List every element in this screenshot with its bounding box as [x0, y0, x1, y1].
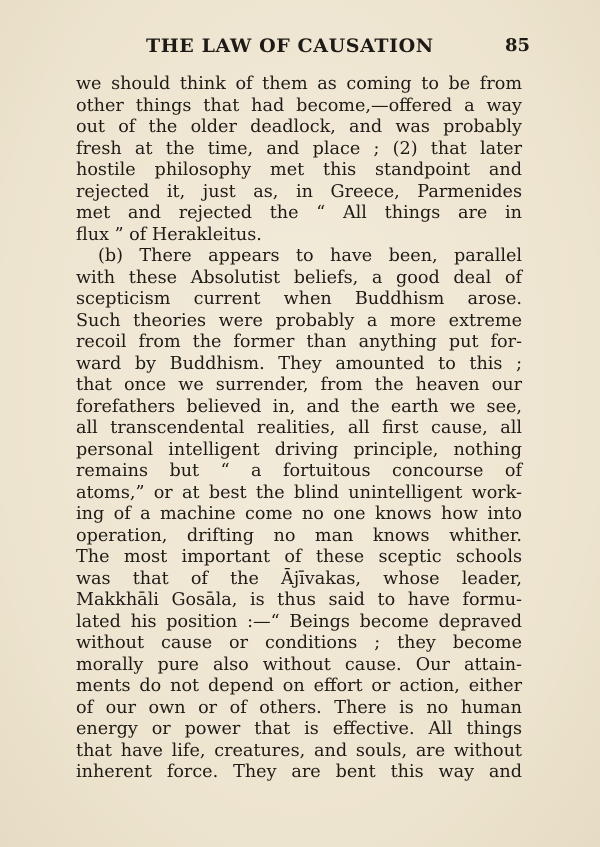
text-line: inherent force. They are bent this way and [76, 762, 522, 782]
running-head [0, 32, 600, 60]
text-line: ments do not depend on effort or action, either [76, 676, 522, 696]
text-line: that have life, creatures, and souls, are without [76, 740, 522, 761]
text-line: of our own or of others. There is no human [76, 697, 522, 718]
text-line: morally pure also without cause. Our attain- [76, 654, 522, 675]
text-line: out of the older deadlock, and was probably [76, 117, 522, 137]
page-number: 85 [505, 35, 531, 56]
text-line: Such theories were probably a more extreme [76, 310, 522, 331]
text-line: all transcendental realities, all first cause, all [76, 418, 522, 438]
text-line: atoms,” or at best the blind unintelligent work- [76, 482, 522, 503]
text-line: Makkhāli Gosāla, is thus said to have formu- [76, 590, 522, 610]
text-line: (b) There appears to have been, parallel [98, 246, 522, 266]
text-line: met and rejected the “ All things are in [76, 203, 522, 223]
text-line: scepticism current when Buddhism arose. [76, 289, 522, 309]
text-line: flux ” of Herakleitus. [76, 224, 262, 245]
running-title: THE LAW OF CAUSATION [146, 35, 434, 57]
text-line: ing of a machine come no one knows how into [76, 504, 522, 524]
text-line: we should think of them as coming to be from [76, 74, 522, 94]
text-line: was that of the Ājīvakas, whose leader, [76, 568, 522, 589]
text-line: recoil from the former than anything put for- [76, 332, 522, 352]
text-line: energy or power that is effective. All things [76, 719, 522, 739]
text-line: The most important of these sceptic schools [76, 547, 522, 567]
text-line: fresh at the time, and place ; (2) that later [76, 138, 522, 159]
text-line: hostile philosophy met this standpoint and [76, 160, 522, 180]
text-line: forefathers believed in, and the earth we see, [76, 396, 522, 417]
text-line: lated his position :—“ Beings become depraved [76, 611, 522, 632]
text-line: with these Absolutist beliefs, a good deal of [76, 267, 522, 288]
text-line: without cause or conditions ; they become [76, 633, 522, 653]
text-line: ward by Buddhism. They amounted to this ; [76, 353, 522, 374]
text-line: remains but “ a fortuitous concourse of [76, 461, 522, 481]
text-line: other things that had become,—offered a way [76, 95, 522, 116]
text-line: that once we surrender, from the heaven our [76, 375, 522, 395]
text-line: personal intelligent driving principle, nothing [76, 439, 522, 460]
text-line: rejected it, just as, in Greece, Parmenides [76, 181, 522, 202]
text-line: operation, drifting no man knows whither. [76, 525, 522, 546]
body-text [76, 74, 522, 784]
